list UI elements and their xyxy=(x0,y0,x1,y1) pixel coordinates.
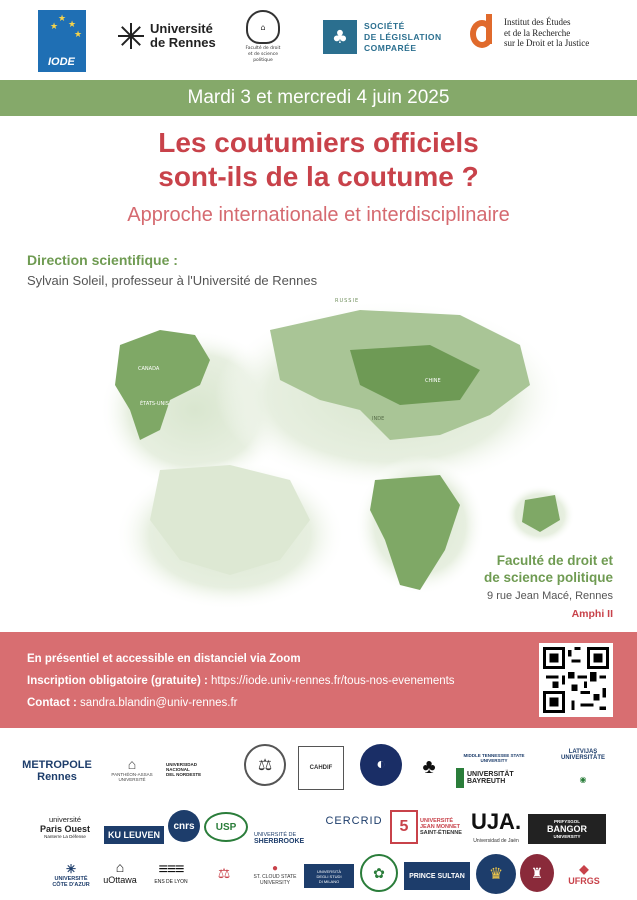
usp-logo: USP xyxy=(204,812,248,842)
crest-logo-icon: ♜ xyxy=(520,854,554,892)
event-subtitle: Approche internationale et interdisciplinaire xyxy=(127,204,510,226)
nanterre-logo: université Paris Ouest Nanterre La Défense xyxy=(39,815,91,839)
sherbrooke-logo: UNIVERSITÉ DE SHERBROOKE xyxy=(254,831,305,845)
latvijas-logo: LATVIJAS UNIVERSITĀTE xyxy=(560,749,605,761)
contact-email-link[interactable]: sandra.blandin@univ-rennes.fr xyxy=(80,697,238,709)
ens-logo: ≡≡≡ ENS DE LYON xyxy=(154,861,188,885)
faculty-crest-icon: ⌂ xyxy=(246,10,280,44)
cote-azur-icon: ✳ xyxy=(65,862,77,876)
mtsu-logo: MIDDLE TENNESSEE STATE UNIVERSITY xyxy=(463,753,525,763)
nacional-seal-icon: ◉ xyxy=(579,774,587,784)
st-cloud-logo: ● ST. CLOUD STATE UNIVERSITY xyxy=(253,862,297,886)
direction-person: Sylvain Soleil, professeur à l'Université de Rennes xyxy=(27,273,318,288)
slc-logo-line3: COMPARÉE xyxy=(364,42,417,53)
event-title-line2: sont-ils de la coutume ? xyxy=(158,161,479,192)
venue-block xyxy=(484,552,613,620)
pantheon-logo: ⌂ PANTHÉON-ASSAS UNIVERSITÉ xyxy=(111,756,153,782)
registration-link[interactable]: https://iode.univ-rennes.fr/tous-nos-evenements xyxy=(211,675,455,687)
uottawa-logo: ⌂ uOttawa xyxy=(103,859,137,885)
kuleuven-logo: KU LEUVEN xyxy=(104,826,164,844)
date-banner xyxy=(0,80,637,116)
ufrgs-icon: ◆ xyxy=(579,862,589,876)
qr-code-icon xyxy=(543,647,609,713)
ierdj-logo-line2: et de la Recherche xyxy=(504,27,571,38)
direction-label: Direction scientifique : xyxy=(27,252,178,268)
uja-logo: UJA. xyxy=(470,809,522,834)
st-cloud-icon: ● xyxy=(271,862,279,874)
cercrid-logo: CERCRID xyxy=(325,815,383,827)
map-label-russia: RUSSIE xyxy=(335,298,360,304)
bayreuth-logo: UNIVERSITÄT BAYREUTH xyxy=(456,768,532,788)
medallion-logo-icon: ♛ xyxy=(476,854,516,894)
cote-azur-logo: ✳ UNIVERSITÉ CÔTE D'AZUR xyxy=(52,862,90,888)
header-logo-bar xyxy=(0,0,637,78)
slc-logo-line1: SOCIÉTÉ xyxy=(364,20,405,31)
emblem-logo-icon: ✿ xyxy=(360,854,398,892)
iode-logo-text: IODE xyxy=(48,56,75,68)
venue-name-line1: Faculté de droit et xyxy=(496,553,613,568)
rennes-logo-line1: Université xyxy=(150,21,213,36)
jean-monnet-icon: 5 xyxy=(390,810,418,844)
event-title-line1: Les coutumiers officiels xyxy=(158,127,479,158)
registration-label: Inscription obligatoire (gratuite) : xyxy=(27,675,208,687)
faculty-logo xyxy=(238,10,288,64)
dolphin-logo-icon: ◐ xyxy=(360,744,402,786)
info-contact xyxy=(27,697,237,709)
unne-logo: UNIVERSIDAD NACIONAL DEL NORDESTE xyxy=(166,761,202,777)
info-mode: En présentiel et accessible en distanciel via Zoom xyxy=(27,653,301,665)
cnrs-logo: cnrs xyxy=(168,810,200,842)
saint-etienne-logo: UNIVERSITÉ JEAN MONNET SAINT-ÉTIENNE xyxy=(420,818,462,836)
info-registration xyxy=(27,675,455,687)
scales-logo-icon: ⚖ xyxy=(217,864,231,881)
event-title xyxy=(0,126,637,194)
venue-room: Amphi II xyxy=(571,608,613,620)
ierdj-mark-icon xyxy=(470,14,498,52)
iode-logo: ★ ★ ★ ★ IODE xyxy=(38,10,86,72)
uottawa-icon: ⌂ xyxy=(115,859,125,875)
ens-mark-icon: ≡≡≡ xyxy=(158,861,184,878)
cats-logo-icon: ♣ xyxy=(422,755,436,778)
ufrgs-logo: ◆ UFRGS xyxy=(568,862,600,886)
pantheon-icon: ⌂ xyxy=(127,756,137,772)
milano-logo: UNIVERSITÀ DEGLI STUDI DI MILANO xyxy=(304,864,354,888)
faculty-logo-line1: Faculté de droit xyxy=(245,46,281,51)
ierdj-logo-line3: sur le Droit et la Justice xyxy=(504,38,590,49)
map-label-india: INDE xyxy=(372,416,385,422)
metropole-logo: METROPOLE Rennes xyxy=(22,759,92,783)
prince-sultan-logo: PRINCE SULTAN xyxy=(404,862,470,890)
partner-logos xyxy=(0,740,637,900)
ierdj-logo-line1: Institut des Études xyxy=(504,17,571,28)
qr-code[interactable] xyxy=(539,643,613,717)
rennes-logo-line2: de Rennes xyxy=(150,35,216,50)
slc-logo-line2: DE LÉGISLATION xyxy=(364,31,442,42)
map-label-china: CHINE xyxy=(425,378,441,384)
bangor-logo: PRIFYSGOL BANGOR UNIVERSITY xyxy=(528,814,606,844)
rennes-logo xyxy=(118,22,216,50)
slc-logo xyxy=(323,20,442,54)
venue-name-line2: de science politique xyxy=(483,570,613,585)
ierdj-logo xyxy=(470,14,589,52)
rennes-star-icon xyxy=(118,23,144,49)
jaen-label: Universidad de Jaén xyxy=(473,838,519,844)
venue-address: 9 rue Jean Macé, Rennes xyxy=(487,590,613,602)
map-label-usa: ÉTATS-UNIS xyxy=(140,401,169,407)
tree-icon: ♣ xyxy=(323,20,357,54)
cahdif-logo: CAHDIF xyxy=(298,746,344,790)
map-label-canada: CANADA xyxy=(138,366,160,372)
event-date: Mardi 3 et mercredi 4 juin 2025 xyxy=(187,87,450,108)
contact-label: Contact : xyxy=(27,697,77,709)
faculty-logo-line2: et de science politique xyxy=(248,52,278,63)
seal-logo-icon: ⚖ xyxy=(244,744,286,786)
